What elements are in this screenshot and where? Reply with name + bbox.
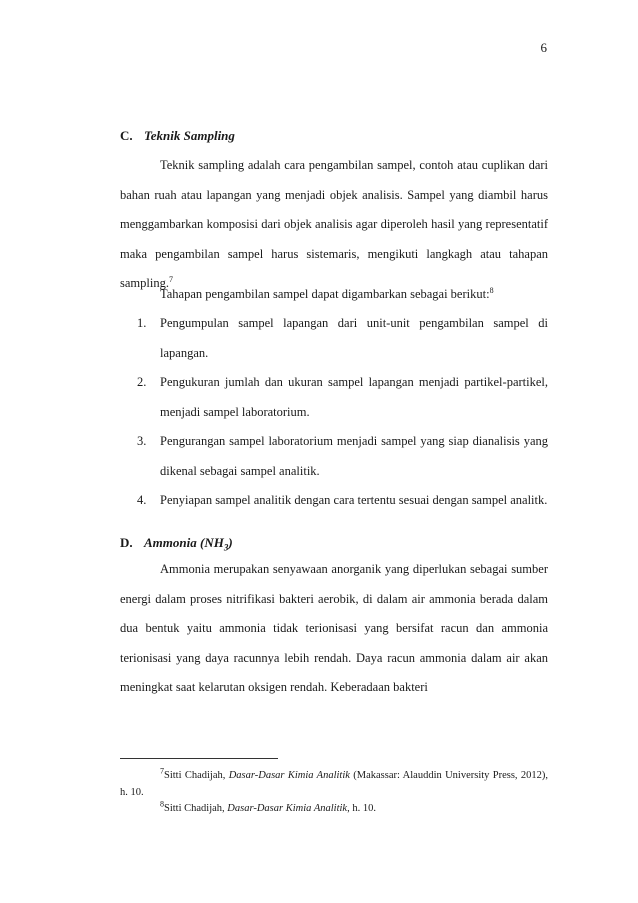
list-item bbox=[137, 368, 548, 427]
section-c-intro bbox=[120, 280, 548, 310]
list-item-number: 2. bbox=[137, 375, 147, 389]
list-item-text: Penyiapan sampel analitik dengan cara tertentu sesuai dengan sampel analitk. bbox=[160, 493, 548, 507]
footnote-number: 7 bbox=[160, 766, 164, 776]
footnote-number: 8 bbox=[160, 799, 164, 809]
section-d-title-close: ) bbox=[228, 535, 233, 550]
section-c-heading bbox=[120, 128, 235, 144]
section-c-paragraph bbox=[120, 151, 548, 299]
list-item bbox=[137, 427, 548, 486]
list-item bbox=[137, 309, 548, 368]
footnote-ref-7[interactable]: 7 bbox=[168, 274, 173, 284]
section-d-paragraph-text: Ammonia merupakan senyawaan anorganik yang diperlukan sebagai sumber energi dalam proses nitrifikasi bakteri aerobik, di dalam air ammonia berada dalam dua bentuk yaitu ammonia tidak terionisasi yang bersifat racun dan ammonia terionisasi yang daya racunnya lebih rendah. Daya racun ammonia dalam air akan meningkat saat kelarutan oksigen rendah. Keberadaan bakteri bbox=[120, 562, 548, 694]
list-item bbox=[137, 486, 548, 516]
section-d-heading bbox=[120, 535, 233, 553]
list-item-text: Pengumpulan sampel lapangan dari unit-unit pengambilan sampel di lapangan. bbox=[160, 316, 548, 360]
footnote-rest: (Makassar: Alauddin University Press, 2012), h. 10. bbox=[120, 770, 548, 798]
footnote-book-title: Dasar-Dasar Kimia Analitik bbox=[228, 770, 350, 781]
section-c-paragraph-text: Teknik sampling adalah cara pengambilan sampel, contoh atau cuplikan dari bahan ruah atau lapangan yang menjadi objek analisis. Sampel yang diambil harus menggambarkan komposisi dari objek analisis agar diperoleh hasil yang representatif maka pengambilan sampel harus sistemaris, mengikuti langkagh atau tahapan sampling. bbox=[120, 158, 548, 290]
section-c-letter: C. bbox=[120, 128, 133, 143]
footnote-rest: , h. 10. bbox=[347, 803, 376, 814]
list-item-text: Pengukuran jumlah dan ukuran sampel lapangan menjadi partikel-partikel, menjadi sampel laboratorium. bbox=[160, 375, 548, 419]
footnote-ref-8[interactable]: 8 bbox=[489, 285, 494, 295]
section-d-title-subscript: 3 bbox=[223, 542, 229, 553]
list-item-number: 1. bbox=[137, 316, 147, 330]
sampling-steps-list bbox=[137, 309, 548, 516]
list-item-text: Pengurangan sampel laboratorium menjadi sampel yang siap dianalisis yang dikenal sebagai sampel analitik. bbox=[160, 434, 548, 478]
section-c-intro-text: Tahapan pengambilan sampel dapat digambarkan sebagai berikut: bbox=[160, 287, 490, 301]
section-d-letter: D. bbox=[120, 535, 133, 550]
section-d-paragraph bbox=[120, 555, 548, 703]
footnote-7 bbox=[120, 767, 548, 801]
footnote-author: Sitti Chadijah, bbox=[164, 803, 228, 814]
section-d-title: Ammonia (NH bbox=[144, 535, 224, 550]
section-c-title: Teknik Sampling bbox=[144, 128, 235, 143]
list-item-number: 4. bbox=[137, 493, 147, 507]
footnote-book-title: Dasar-Dasar Kimia Analitik bbox=[227, 803, 348, 814]
page-number: 6 bbox=[540, 40, 547, 55]
list-item-number: 3. bbox=[137, 434, 147, 448]
footnote-author: Sitti Chadijah, bbox=[164, 770, 229, 781]
footnote-divider bbox=[120, 758, 278, 759]
footnote-8 bbox=[120, 800, 548, 817]
